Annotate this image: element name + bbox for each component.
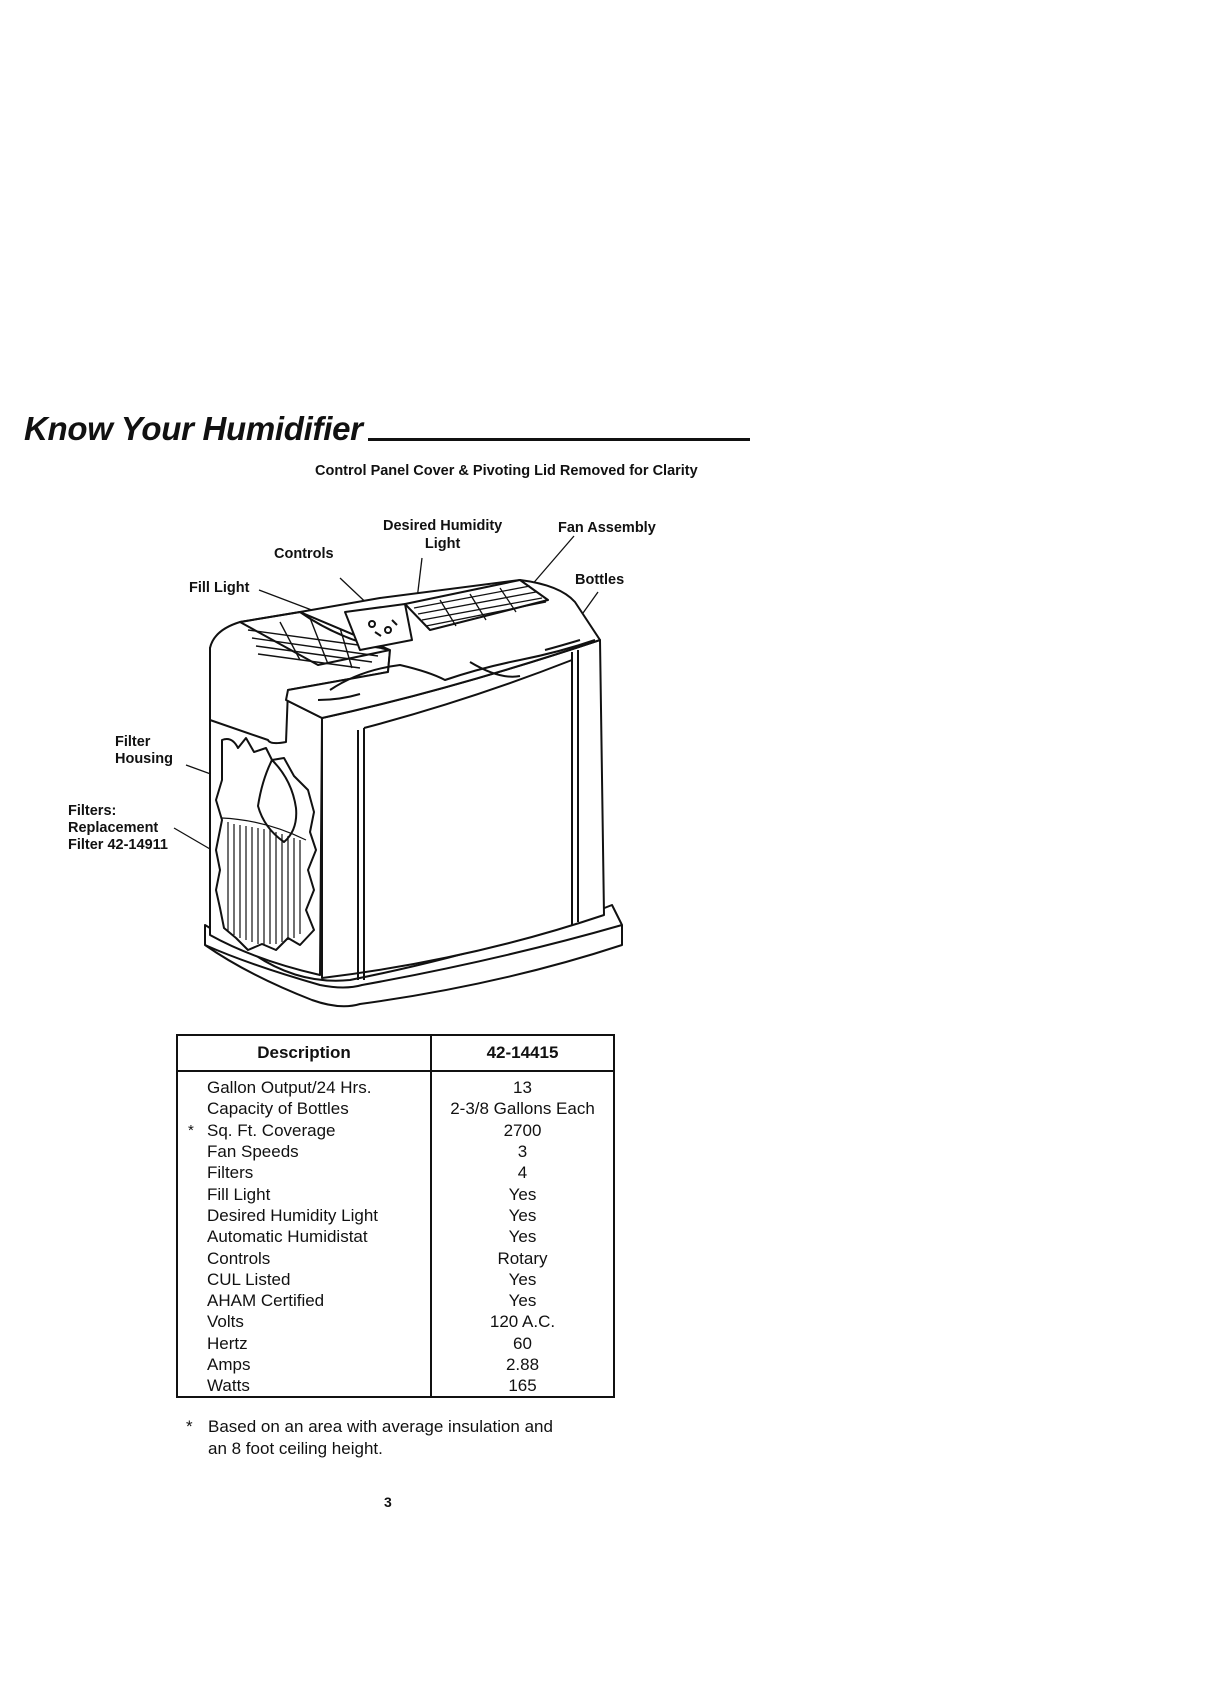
spec-description-text: Volts	[207, 1312, 244, 1332]
table-row	[177, 1141, 614, 1162]
table-row	[177, 1098, 614, 1119]
spec-description	[177, 1354, 431, 1375]
spec-description-text: Sq. Ft. Coverage	[207, 1120, 336, 1140]
label-bottles: Bottles	[575, 572, 625, 588]
spec-description-text: Desired Humidity Light	[207, 1205, 379, 1225]
spec-description	[177, 1205, 431, 1226]
table-row	[177, 1162, 614, 1183]
spec-description	[177, 1141, 431, 1162]
footnote-line1: Based on an area with average insulation and	[208, 1417, 553, 1436]
spec-description-text: Fan Speeds	[207, 1142, 299, 1162]
label-desired-humidity-line2: Light	[424, 536, 461, 552]
spec-value: Yes	[431, 1290, 614, 1311]
spec-description-text: Watts	[207, 1376, 250, 1396]
label-desired-humidity-light	[383, 518, 502, 553]
spec-value: 2700	[431, 1120, 614, 1141]
label-fill-light: Fill Light	[189, 580, 250, 596]
spec-description-text: Fill Light	[207, 1184, 271, 1204]
label-filters	[68, 803, 168, 854]
specifications-table	[176, 1034, 612, 1694]
page-number: 3	[384, 1494, 392, 1510]
table-row	[177, 1269, 614, 1290]
spec-description-text: Automatic Humidistat	[207, 1227, 368, 1247]
footnote-line2: an 8 foot ceiling height.	[208, 1439, 383, 1458]
table-row	[177, 1205, 614, 1226]
spec-description	[177, 1098, 431, 1119]
spec-value: 13	[431, 1071, 614, 1098]
spec-description-text: Controls	[207, 1248, 271, 1268]
spec-value: 3	[431, 1141, 614, 1162]
diagram-subtitle: Control Panel Cover & Pivoting Lid Removed for Clarity	[315, 463, 698, 479]
spec-value: 2.88	[431, 1354, 614, 1375]
asterisk-marker: *	[188, 1121, 194, 1139]
spec-description	[177, 1226, 431, 1247]
spec-value: 4	[431, 1162, 614, 1183]
spec-value: 2-3/8 Gallons Each	[431, 1098, 614, 1119]
spec-value: Yes	[431, 1226, 614, 1247]
table-row	[177, 1120, 614, 1141]
spec-value: 60	[431, 1333, 614, 1354]
spec-description-text: AHAM Certified	[207, 1291, 325, 1311]
label-filters-line3: Filter 42-14911	[68, 837, 168, 853]
label-desired-humidity-line1: Desired Humidity	[383, 518, 503, 534]
spec-description	[177, 1375, 431, 1397]
spec-description-text: Gallon Output/24 Hrs.	[207, 1078, 372, 1098]
table-row	[177, 1354, 614, 1375]
spec-description	[177, 1183, 431, 1204]
table-row	[177, 1183, 614, 1204]
spec-value: Yes	[431, 1269, 614, 1290]
spec-description	[177, 1071, 431, 1098]
spec-description	[177, 1247, 431, 1268]
label-fan-assembly: Fan Assembly	[558, 520, 656, 536]
spec-description	[177, 1311, 431, 1332]
spec-description-text: Amps	[207, 1355, 251, 1374]
spec-value: Rotary	[431, 1247, 614, 1268]
table-row	[177, 1311, 614, 1332]
spec-value: Yes	[431, 1205, 614, 1226]
label-filters-line2: Replacement	[68, 820, 159, 836]
table-row	[177, 1071, 614, 1098]
label-filter-housing-line1: Filter	[115, 734, 151, 750]
spec-description-text: Hertz	[207, 1333, 248, 1353]
label-filters-line1: Filters:	[68, 803, 117, 819]
table-row	[177, 1333, 614, 1354]
table-row	[177, 1226, 614, 1247]
table-header-row	[177, 1035, 614, 1071]
spec-value: Yes	[431, 1183, 614, 1204]
spec-description-text: Filters	[207, 1163, 254, 1183]
spec-description	[177, 1120, 431, 1141]
spec-description	[177, 1269, 431, 1290]
table-row	[177, 1375, 614, 1397]
spec-description	[177, 1290, 431, 1311]
spec-description-text: CUL Listed	[207, 1269, 291, 1289]
spec-description	[177, 1162, 431, 1183]
spec-description	[177, 1333, 431, 1354]
table-row	[177, 1290, 614, 1311]
header-description: Description	[177, 1035, 431, 1071]
header-model: 42-14415	[431, 1035, 614, 1071]
footnote-marker: *	[186, 1417, 193, 1436]
page-title: Know Your Humidifier	[24, 410, 363, 447]
label-filter-housing-line2: Housing	[115, 751, 173, 767]
spec-description-text: Capacity of Bottles	[207, 1099, 349, 1119]
spec-value: 120 A.C.	[431, 1311, 614, 1332]
label-controls: Controls	[274, 546, 334, 562]
spec-value: 165	[431, 1375, 614, 1397]
table-row	[177, 1247, 614, 1268]
label-filter-housing	[115, 734, 173, 768]
